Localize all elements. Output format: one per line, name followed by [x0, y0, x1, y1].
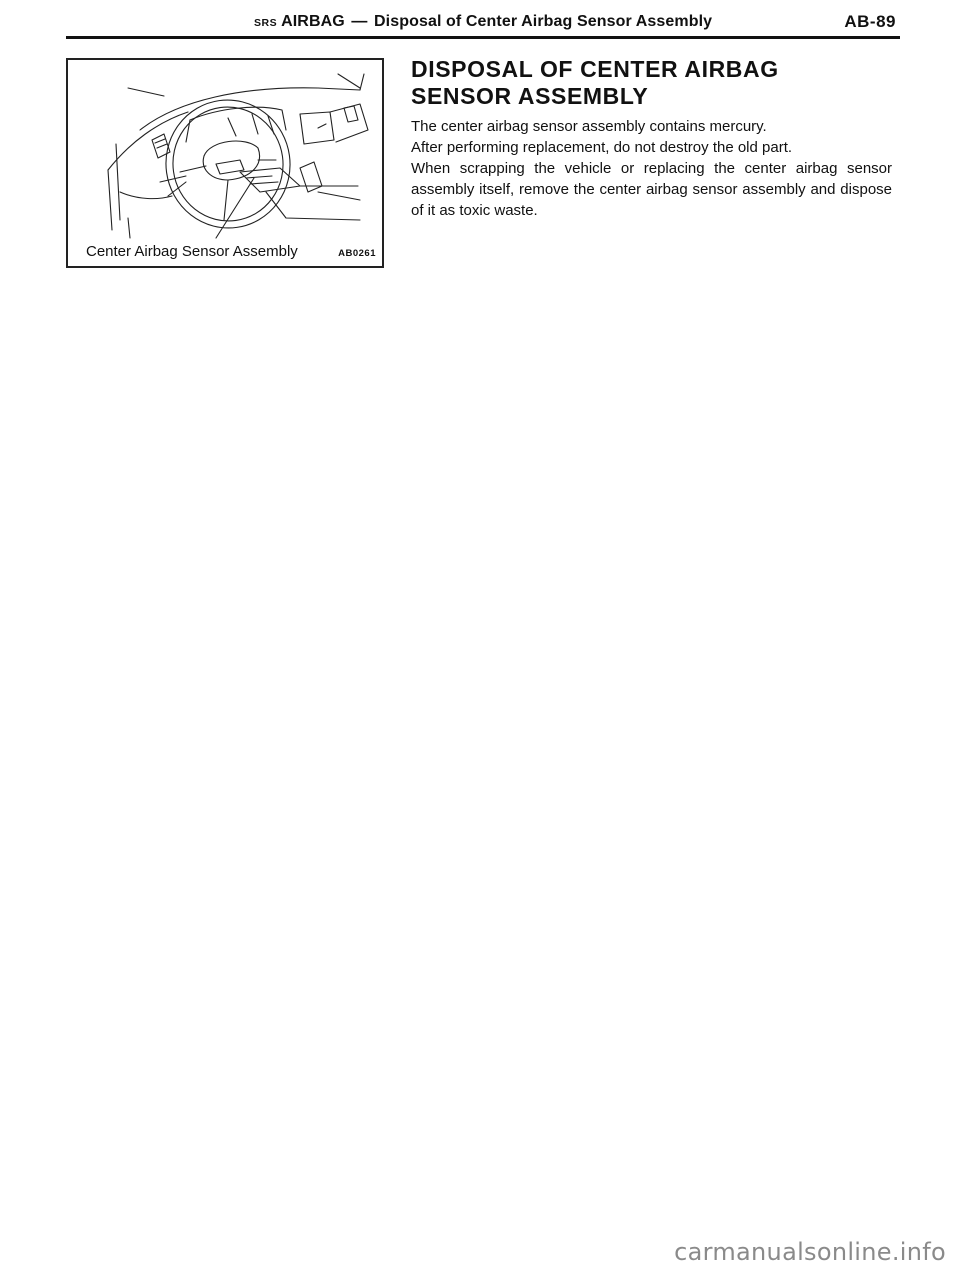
- section-body: [411, 116, 892, 221]
- site-watermark: carmanualsonline.info: [674, 1238, 946, 1266]
- section-heading-line2: SENSOR ASSEMBLY: [411, 83, 649, 109]
- section-heading-line1: DISPOSAL OF CENTER AIRBAG: [411, 56, 779, 82]
- figure-code: AB0261: [338, 248, 376, 259]
- paragraph: The center airbag sensor assembly contains mercury.: [411, 118, 767, 135]
- title-separator: —: [351, 13, 368, 30]
- paragraph: After performing replacement, do not destroy the old part.: [411, 139, 793, 156]
- dashboard-illustration: [68, 60, 382, 240]
- paragraph: When scrapping the vehicle or replacing the center airbag sensor assembly itself, remove the center airbag sensor assembly and dispose of it as toxic waste.: [411, 160, 892, 219]
- section-heading: [411, 56, 891, 110]
- running-title: [254, 13, 712, 31]
- dashboard-figure: [66, 58, 384, 268]
- running-subtitle: Disposal of Center Airbag Sensor Assembly: [374, 13, 713, 30]
- header-rule: [66, 36, 900, 39]
- srs-label: SRS: [254, 17, 278, 29]
- page-number: AB-89: [844, 12, 896, 31]
- airbag-label: AIRBAG: [281, 13, 345, 30]
- figure-caption: Center Airbag Sensor Assembly: [86, 243, 298, 260]
- page-header: [66, 6, 900, 36]
